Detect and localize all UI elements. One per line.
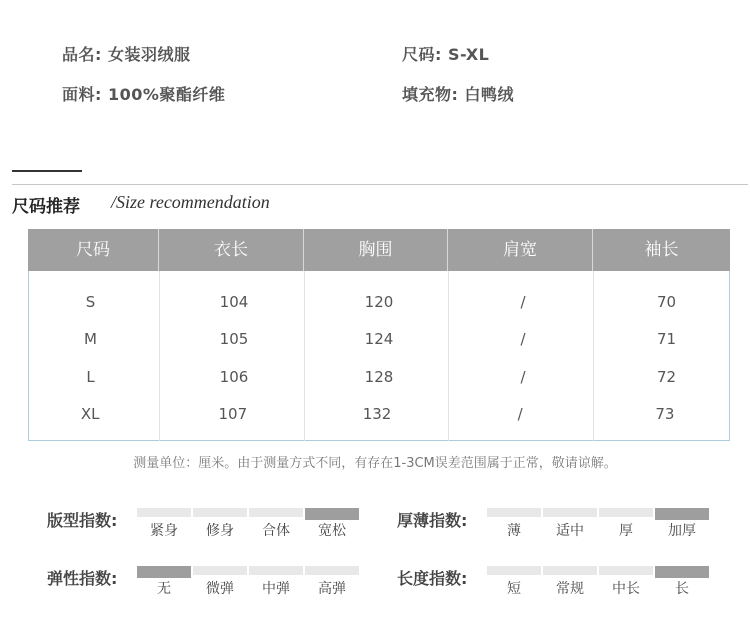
- product-fill-label: 填充物:: [402, 85, 459, 104]
- index-option-label: 无: [157, 581, 171, 597]
- elasticity-index-title: 弹性指数:: [47, 569, 118, 588]
- cell-shoulder: /: [520, 293, 526, 311]
- cell-shoulder: /: [517, 405, 523, 423]
- header-size: 尺码: [28, 229, 159, 271]
- cell-length: 104: [219, 293, 249, 311]
- index-segment: [655, 566, 709, 578]
- index-option-label: 中弹: [262, 581, 290, 597]
- cell-size: M: [84, 330, 97, 348]
- index-segment: [137, 508, 191, 517]
- header-chest: 胸围: [304, 229, 448, 271]
- index-option-label: 紧身: [150, 523, 178, 539]
- index-option-label: 适中: [556, 523, 584, 539]
- index-segment: [137, 566, 191, 578]
- index-segment: [249, 566, 303, 575]
- cell-length: 105: [219, 330, 249, 348]
- index-option-label: 加厚: [668, 523, 696, 539]
- index-option-label: 常规: [556, 581, 584, 597]
- product-fabric-label: 面料:: [62, 85, 102, 104]
- product-fabric: [62, 82, 225, 105]
- cell-shoulder: /: [520, 330, 526, 348]
- product-name-value: 女装羽绒服: [107, 45, 191, 64]
- index-segment: [193, 508, 247, 517]
- cell-sleeve: 70: [656, 293, 677, 311]
- cell-shoulder: /: [520, 368, 526, 386]
- header-shoulder: 肩宽: [448, 229, 593, 271]
- index-option-label: 厚: [619, 523, 633, 539]
- table-row: [28, 321, 730, 358]
- index-option-label: 微弹: [206, 581, 234, 597]
- cell-size: S: [85, 293, 96, 311]
- cell-length: 106: [219, 368, 249, 386]
- product-fill-value: 白鸭绒: [464, 85, 514, 104]
- index-option-label: 中长: [612, 581, 640, 597]
- index-segment: [599, 508, 653, 517]
- length-index-title: 长度指数:: [397, 569, 468, 588]
- index-segment: [305, 566, 359, 575]
- cell-chest: 132: [362, 405, 392, 423]
- product-size: [402, 42, 489, 65]
- cell-size: XL: [80, 405, 100, 423]
- cell-chest: 124: [364, 330, 394, 348]
- index-segment: [543, 566, 597, 575]
- product-fabric-value: 100%聚酯纤维: [107, 85, 226, 104]
- index-option-label: 短: [507, 581, 521, 597]
- index-segment: [249, 508, 303, 517]
- cell-size: L: [86, 368, 95, 386]
- header-sleeve: 袖长: [644, 240, 679, 260]
- section-title: 尺码推荐: [12, 197, 80, 217]
- product-fill: [402, 82, 514, 105]
- index-segment: [655, 508, 709, 520]
- table-row: [28, 284, 730, 321]
- section-divider: [12, 184, 748, 185]
- index-option-label: 宽松: [318, 523, 346, 539]
- index-option-label: 高弹: [318, 581, 346, 597]
- measurement-note: 测量单位：厘米。由于测量方式不同，有存在1-3CM误差范围属于正常，敬请谅解。: [133, 456, 617, 471]
- product-name-label: 品名:: [62, 45, 102, 64]
- index-option-label: 合体: [262, 523, 290, 539]
- cell-sleeve: 72: [656, 368, 677, 386]
- cell-sleeve: 73: [655, 405, 675, 423]
- index-option-label: 修身: [206, 523, 234, 539]
- product-size-value: S-XL: [447, 45, 490, 64]
- index-segment: [487, 508, 541, 517]
- cell-length: 107: [218, 405, 248, 423]
- index-segment: [543, 508, 597, 517]
- fit-index-title: 版型指数:: [47, 511, 118, 530]
- table-row: [28, 359, 730, 396]
- index-option-label: 薄: [507, 523, 521, 539]
- cell-chest: 128: [364, 368, 394, 386]
- index-segment: [599, 566, 653, 575]
- size-table-header: [28, 229, 730, 271]
- thickness-index-title: 厚薄指数:: [397, 511, 468, 530]
- cell-chest: 120: [364, 293, 394, 311]
- index-option-label: 长: [675, 581, 689, 597]
- header-length: 衣长: [159, 229, 304, 271]
- cell-sleeve: 71: [656, 330, 677, 348]
- section-subtitle: /Size recommendation: [111, 192, 270, 212]
- index-segment: [487, 566, 541, 575]
- product-size-label: 尺码:: [402, 45, 442, 64]
- section-accent-rule: [12, 170, 82, 172]
- table-row: [28, 396, 730, 433]
- index-segment: [193, 566, 247, 575]
- product-name: [62, 42, 191, 65]
- index-segment: [305, 508, 359, 520]
